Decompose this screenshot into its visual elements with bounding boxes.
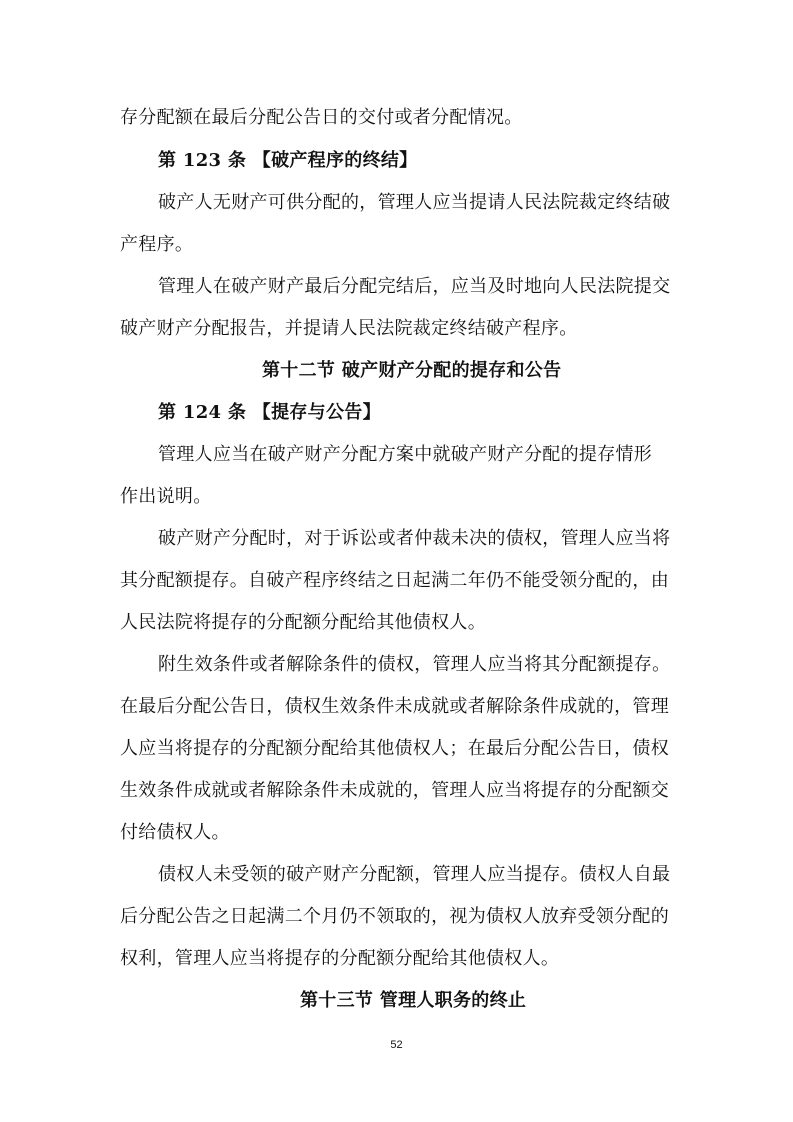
paragraph-line: 债权人未受领的破产财产分配额，管理人应当提存。债权人自最	[158, 864, 671, 885]
paragraph-line: 在最后分配公告日，债权生效条件未成就或者解除条件成就的，管理	[120, 696, 669, 717]
paragraph-line: 管理人在破产财产最后分配完结后，应当及时地向人民法院提交	[158, 276, 671, 297]
paragraph-line: 权利，管理人应当将提存的分配额分配给其他债权人。	[120, 948, 560, 969]
paragraph-line: 其分配额提存。自破产程序终结之日起满二年仍不能受领分配的，由	[120, 570, 669, 591]
paragraph-line: 作出说明。	[120, 486, 212, 507]
paragraph-line: 破产财产分配时，对于诉讼或者仲裁未决的债权，管理人应当将	[158, 528, 671, 549]
section-heading-13: 第十三节 管理人职务的终止	[300, 990, 527, 1011]
page-number: 52	[390, 1039, 403, 1051]
paragraph-line: 存分配额在最后分配公告日的交付或者分配情况。	[120, 107, 523, 128]
paragraph-line: 附生效条件或者解除条件的债权，管理人应当将其分配额提存。	[158, 654, 671, 675]
paragraph-line: 后分配公告之日起满二个月仍不领取的，视为债权人放弃受领分配的	[120, 906, 669, 927]
paragraph-line: 付给债权人。	[120, 822, 230, 843]
paragraph-line: 破产财产分配报告，并提请人民法院裁定终结破产程序。	[120, 318, 578, 339]
paragraph-line: 人民法院将提存的分配额分配给其他债权人。	[120, 612, 486, 633]
paragraph-line: 管理人应当在破产财产分配方案中就破产财产分配的提存情形	[158, 444, 653, 465]
paragraph-line: 破产人无财产可供分配的，管理人应当提请人民法院裁定终结破	[158, 192, 671, 213]
paragraph-line: 生效条件成就或者解除条件未成就的，管理人应当将提存的分配额交	[120, 780, 669, 801]
article-heading-124: 第 124 条 【提存与公告】	[158, 402, 381, 423]
paragraph-line: 产程序。	[120, 234, 194, 255]
section-heading-12: 第十二节 破产财产分配的提存和公告	[262, 360, 562, 381]
article-heading-123: 第 123 条 【破产程序的终结】	[158, 150, 418, 171]
paragraph-line: 人应当将提存的分配额分配给其他债权人；在最后分配公告日，债权	[120, 738, 669, 759]
